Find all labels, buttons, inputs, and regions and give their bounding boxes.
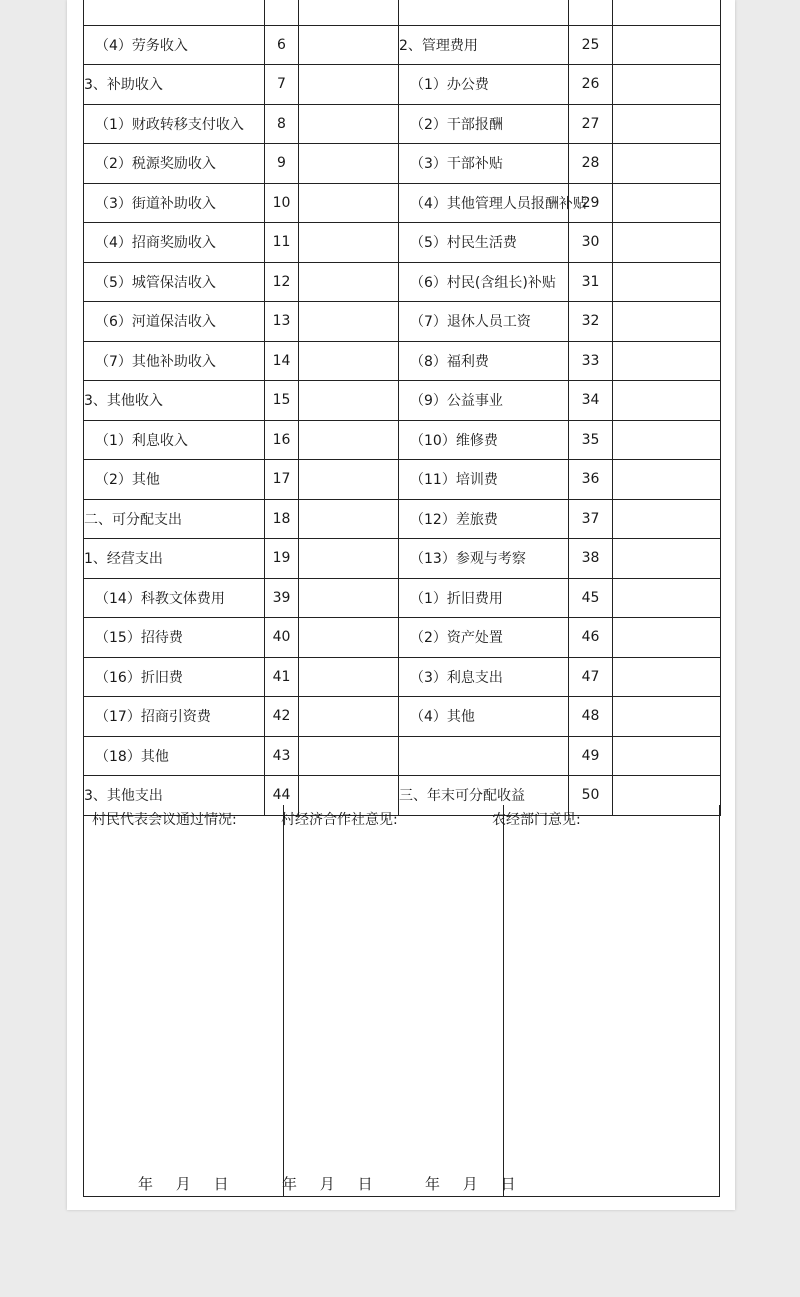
right-item-label: （7）退休人员工资: [399, 302, 569, 342]
right-amount-cell: [613, 341, 721, 381]
left-item-label: （17）招商引资费: [84, 697, 265, 737]
right-item-label: （13）参观与考察: [399, 539, 569, 579]
left-item-label: （1）财政转移支付收入: [84, 104, 265, 144]
table-row: [84, 65, 721, 105]
left-row-number: 14: [265, 341, 299, 381]
left-item-label: （4）劳务收入: [84, 25, 265, 65]
left-item-label: （3）街道补助收入: [84, 183, 265, 223]
right-amount-cell: [613, 381, 721, 421]
left-row-number: 7: [265, 65, 299, 105]
table-row: [84, 657, 721, 697]
right-amount-cell: [613, 618, 721, 658]
cooperative-opinion-label: 村经济合作社意见:: [281, 812, 398, 828]
right-row-number: 25: [569, 25, 613, 65]
left-row-number: 11: [265, 223, 299, 263]
date-line: [425, 1173, 516, 1194]
table-row: [84, 736, 721, 776]
right-item-label: （3）利息支出: [399, 657, 569, 697]
right-row-number: 34: [569, 381, 613, 421]
right-row-number: 26: [569, 65, 613, 105]
divider: [283, 805, 284, 1197]
left-row-number: 6: [265, 25, 299, 65]
table-row: [84, 144, 721, 184]
left-amount-cell: [299, 420, 399, 460]
left-amount-cell: [299, 302, 399, 342]
right-amount-cell: [613, 183, 721, 223]
left-amount-cell: [299, 381, 399, 421]
left-amount-cell: [299, 697, 399, 737]
left-item-label: 3、其他支出: [84, 776, 265, 816]
right-amount-cell: [613, 460, 721, 500]
right-row-number: 46: [569, 618, 613, 658]
month-label: 月: [175, 1175, 191, 1193]
table-row: [84, 25, 721, 65]
table-row: [84, 262, 721, 302]
table-row: [84, 499, 721, 539]
left-row-number: 42: [265, 697, 299, 737]
right-row-number: 28: [569, 144, 613, 184]
right-item-label: （3）干部补贴: [399, 144, 569, 184]
left-item-label: （15）招待费: [84, 618, 265, 658]
right-amount-cell: [613, 144, 721, 184]
right-row-number: 35: [569, 420, 613, 460]
left-row-number: 17: [265, 460, 299, 500]
right-row-number: 38: [569, 539, 613, 579]
left-item-label: （18）其他: [84, 736, 265, 776]
right-row-number: 32: [569, 302, 613, 342]
right-row-number: 33: [569, 341, 613, 381]
table-row: [84, 104, 721, 144]
right-row-number: 36: [569, 460, 613, 500]
right-amount-cell: [613, 657, 721, 697]
right-item-label: （10）维修费: [399, 420, 569, 460]
right-item-label: （9）公益事业: [399, 381, 569, 421]
left-amount-cell: [299, 736, 399, 776]
left-row-number: 16: [265, 420, 299, 460]
agri-dept-opinion-label: 农经部门意见:: [492, 812, 581, 828]
left-amount-cell: [299, 460, 399, 500]
left-amount-cell: [299, 223, 399, 263]
month-label: 月: [462, 1175, 478, 1193]
left-amount-cell: [299, 499, 399, 539]
date-line: [282, 1173, 373, 1194]
left-row-number: 8: [265, 104, 299, 144]
left-amount-cell: [299, 0, 399, 25]
left-item-label: （6）河道保洁收入: [84, 302, 265, 342]
year-label: 年: [138, 1175, 154, 1193]
right-item-label: [399, 0, 569, 25]
right-amount-cell: [613, 697, 721, 737]
left-amount-cell: [299, 65, 399, 105]
month-label: 月: [319, 1175, 335, 1193]
right-amount-cell: [613, 104, 721, 144]
signature-section: [83, 805, 720, 1197]
right-item-label: （4）其他管理人员报酬补贴: [399, 183, 569, 223]
left-item-label: （5）城管保洁收入: [84, 262, 265, 302]
table-row: [84, 381, 721, 421]
left-row-number: 18: [265, 499, 299, 539]
date-line: [138, 1173, 229, 1194]
left-row-number: 12: [265, 262, 299, 302]
day-label: 日: [500, 1175, 516, 1193]
left-row-number: 10: [265, 183, 299, 223]
right-item-label: （1）办公费: [399, 65, 569, 105]
right-amount-cell: [613, 578, 721, 618]
left-row-number: 13: [265, 302, 299, 342]
left-item-label: （4）招商奖励收入: [84, 223, 265, 263]
left-item-label: 1、经营支出: [84, 539, 265, 579]
right-amount-cell: [613, 420, 721, 460]
left-row-number: 19: [265, 539, 299, 579]
right-item-label: （2）资产处置: [399, 618, 569, 658]
right-amount-cell: [613, 262, 721, 302]
left-item-label: [84, 0, 265, 25]
left-item-label: 3、补助收入: [84, 65, 265, 105]
right-row-number: 48: [569, 697, 613, 737]
right-row-number: 37: [569, 499, 613, 539]
table-row: [84, 420, 721, 460]
right-item-label: 三、年末可分配收益: [399, 776, 569, 816]
left-row-number: 44: [265, 776, 299, 816]
year-label: 年: [425, 1175, 441, 1193]
left-amount-cell: [299, 341, 399, 381]
right-item-label: （8）福利费: [399, 341, 569, 381]
left-item-label: 3、其他收入: [84, 381, 265, 421]
right-amount-cell: [613, 302, 721, 342]
left-item-label: 二、可分配支出: [84, 499, 265, 539]
left-item-label: （16）折旧费: [84, 657, 265, 697]
left-item-label: （1）利息收入: [84, 420, 265, 460]
table-row: [84, 223, 721, 263]
table-row: [84, 460, 721, 500]
table-row: [84, 618, 721, 658]
left-amount-cell: [299, 25, 399, 65]
right-amount-cell: [613, 65, 721, 105]
left-item-label: （14）科教文体费用: [84, 578, 265, 618]
right-item-label: （1）折旧费用: [399, 578, 569, 618]
right-row-number: 31: [569, 262, 613, 302]
income-expense-table: [83, 0, 721, 816]
right-item-label: （6）村民(含组长)补贴: [399, 262, 569, 302]
left-row-number: [265, 0, 299, 25]
left-amount-cell: [299, 183, 399, 223]
left-row-number: 41: [265, 657, 299, 697]
table-row: [84, 697, 721, 737]
left-item-label: （7）其他补助收入: [84, 341, 265, 381]
left-row-number: 43: [265, 736, 299, 776]
left-amount-cell: [299, 104, 399, 144]
day-label: 日: [357, 1175, 373, 1193]
right-amount-cell: [613, 736, 721, 776]
table-row: [84, 0, 721, 25]
right-row-number: [569, 0, 613, 25]
left-amount-cell: [299, 578, 399, 618]
left-amount-cell: [299, 657, 399, 697]
right-row-number: 45: [569, 578, 613, 618]
table-row: [84, 578, 721, 618]
right-item-label: （4）其他: [399, 697, 569, 737]
day-label: 日: [213, 1175, 229, 1193]
left-row-number: 15: [265, 381, 299, 421]
table-row: [84, 183, 721, 223]
right-item-label: （11）培训费: [399, 460, 569, 500]
right-amount-cell: [613, 499, 721, 539]
table-row: [84, 302, 721, 342]
right-row-number: 50: [569, 776, 613, 816]
left-amount-cell: [299, 618, 399, 658]
right-item-label: （5）村民生活费: [399, 223, 569, 263]
right-item-label: （2）干部报酬: [399, 104, 569, 144]
left-row-number: 40: [265, 618, 299, 658]
table-row: [84, 341, 721, 381]
right-row-number: 27: [569, 104, 613, 144]
year-label: 年: [282, 1175, 298, 1193]
villagers-meeting-label: 村民代表会议通过情况:: [92, 812, 237, 828]
right-amount-cell: [613, 539, 721, 579]
left-item-label: （2）其他: [84, 460, 265, 500]
right-amount-cell: [613, 223, 721, 263]
right-amount-cell: [613, 0, 721, 25]
left-amount-cell: [299, 539, 399, 579]
divider: [503, 805, 504, 1197]
right-row-number: 49: [569, 736, 613, 776]
right-row-number: 29: [569, 183, 613, 223]
left-row-number: 9: [265, 144, 299, 184]
left-row-number: 39: [265, 578, 299, 618]
right-amount-cell: [613, 25, 721, 65]
right-row-number: 30: [569, 223, 613, 263]
right-item-label: （12）差旅费: [399, 499, 569, 539]
table-row: [84, 539, 721, 579]
left-amount-cell: [299, 144, 399, 184]
right-item-label: 2、管理费用: [399, 25, 569, 65]
right-row-number: 47: [569, 657, 613, 697]
left-amount-cell: [299, 262, 399, 302]
left-item-label: （2）税源奖励收入: [84, 144, 265, 184]
right-item-label: [399, 736, 569, 776]
